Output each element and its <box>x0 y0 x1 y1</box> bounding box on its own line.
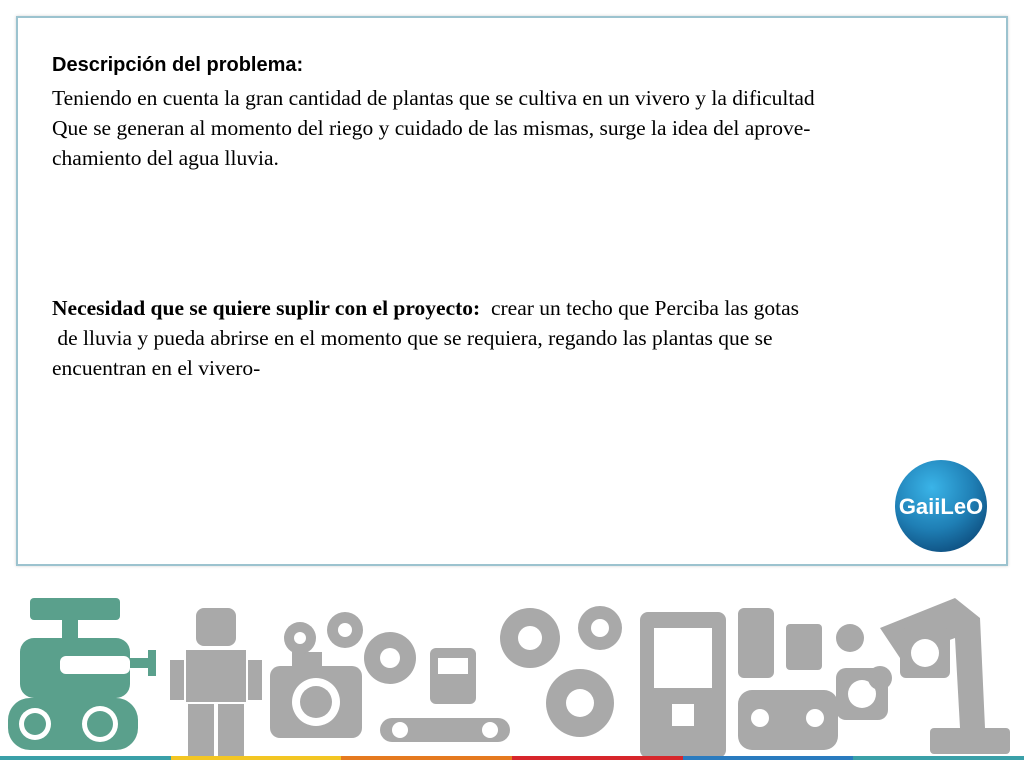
tech-illustration <box>0 568 1024 768</box>
need-line: de lluvia y pueda abrirse en el momento que se requiera, regando las plantas que se <box>52 326 773 350</box>
need-text-1: crear un techo que Perciba las gotas <box>490 296 799 320</box>
need-line: encuentran en el vivero- <box>52 356 261 380</box>
problem-line: Que se generan al momento del riego y cuidado de las mismas, surge la idea del aprove- <box>52 116 811 140</box>
problem-line: chamiento del agua lluvia. <box>52 146 279 170</box>
problem-heading: Descripción del problema: <box>52 54 304 76</box>
color-bar <box>0 756 1024 760</box>
lego-figure-icon <box>170 608 262 756</box>
need-label: Necesidad que se quiere suplir con el proyecto: <box>52 296 481 320</box>
robot-icon <box>8 598 156 750</box>
tablet-icon <box>640 612 726 758</box>
problem-line: Teniendo en cuenta la gran cantidad de plantas que se cultiva en un vivero y la dificultad <box>52 86 815 110</box>
need-line <box>52 293 982 323</box>
problem-paragraph <box>52 83 982 173</box>
camera-icon <box>270 652 362 738</box>
robot-arm-icon <box>868 598 1010 754</box>
galileo-logo <box>893 458 989 554</box>
need-paragraph <box>52 293 982 383</box>
logo-lettering: GaiiLeO <box>898 494 984 519</box>
